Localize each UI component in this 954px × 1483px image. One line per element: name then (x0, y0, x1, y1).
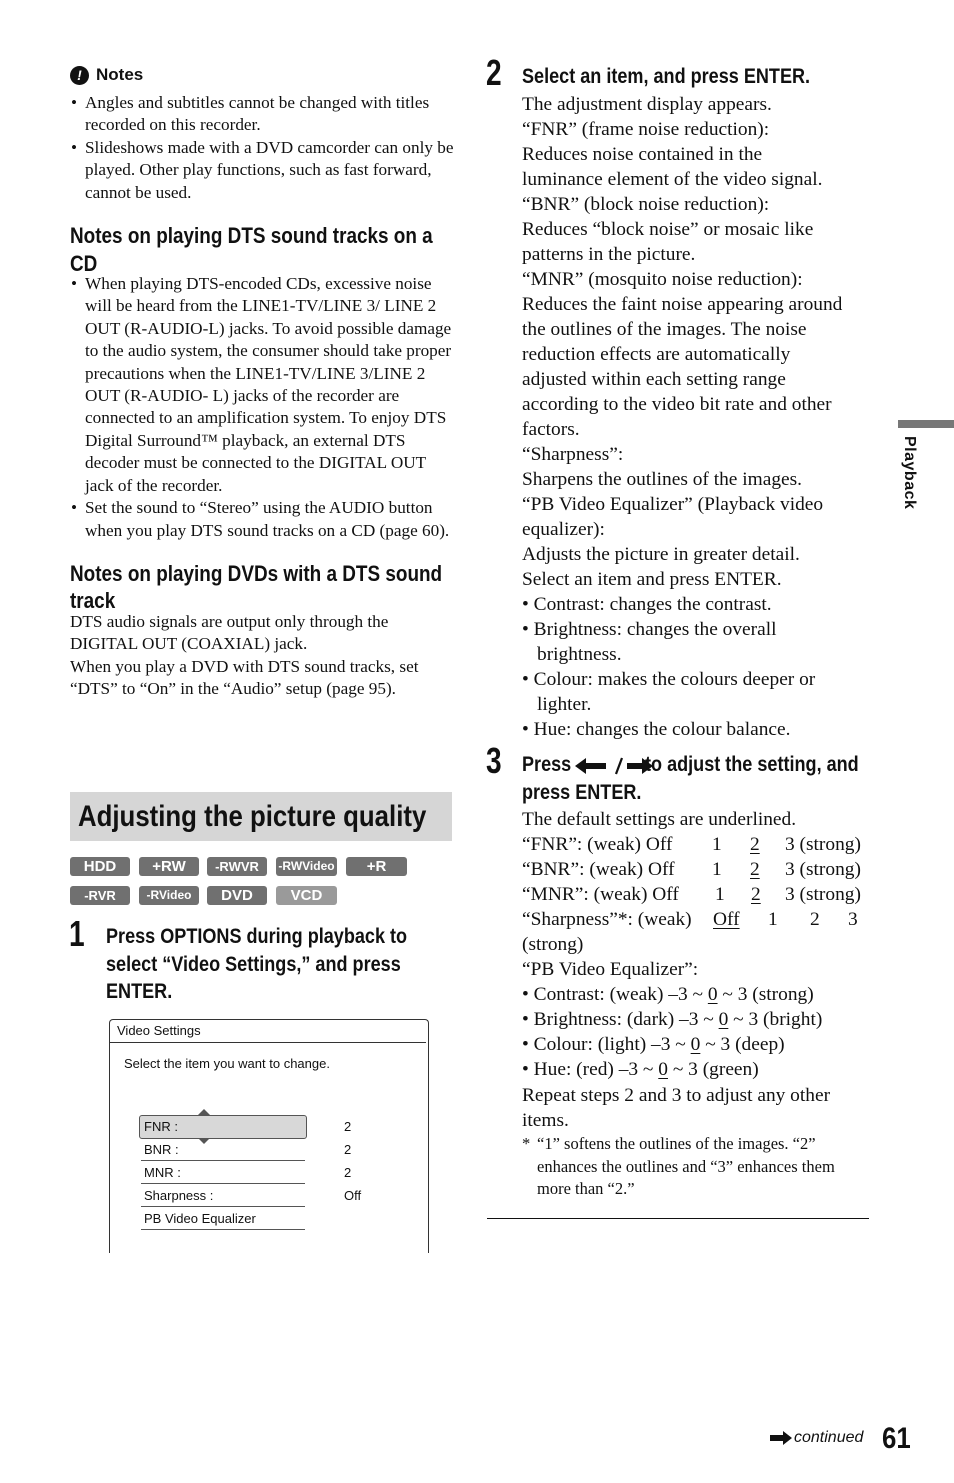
eq-brightness-post: ~ 3 (bright) (728, 1009, 823, 1030)
step-1-text-wrap (106, 923, 436, 1006)
osd-row-fnr-label[interactable]: FNR : (144, 1119, 178, 1134)
section-end-rule (487, 1218, 869, 1219)
step-3-title-post: to adjust the setting, and (645, 753, 859, 776)
bullet-glyph: • (522, 594, 534, 615)
fnr-value-1: 1 (712, 834, 722, 855)
step-3-defaults-note: The default settings are underlined. (522, 809, 797, 830)
mnr-value-3: 3 (strong) (785, 884, 861, 905)
step-2-line: Sharpens the outlines of the images. (522, 469, 803, 490)
step-2-title: Select an item, and press ENTER. (522, 65, 811, 88)
step-1-text: Press OPTIONS during playback to select “Video Settings,” and press ENTER. (106, 925, 408, 1003)
bnr-value-3: 3 (strong) (785, 859, 861, 880)
notes-icon: ! (70, 66, 89, 85)
step-3-title-pre: Press (522, 753, 572, 776)
notes-heading-text: Notes (96, 65, 144, 84)
step-2-line: luminance element of the video signal. (522, 169, 823, 190)
fnr-label: “FNR”: (weak) Off (522, 834, 673, 855)
left-right-arrow-icon (575, 757, 653, 775)
fnr-value-3: 3 (strong) (785, 834, 861, 855)
osd-row-sharpness-value: Off (344, 1188, 362, 1203)
bnr-value-1: 1 (712, 859, 722, 880)
eq-colour-line (522, 1032, 785, 1057)
step-3-title-line-2: press ENTER. (522, 781, 642, 804)
step-2-bullet-text: Colour: makes the colours deeper or (533, 669, 816, 690)
sharpness-value-1: 1 (768, 909, 778, 930)
step-2-line: Select an item and press ENTER. (522, 569, 782, 590)
list-item: • Angles and subtitles cannot be changed with titles recorded on this recorder. (70, 92, 454, 137)
dts-dvd-heading-wrap (70, 560, 454, 615)
eq-hue-line (522, 1057, 759, 1082)
eq-hue-post: ~ 3 (green) (667, 1059, 759, 1080)
sharpness-value-3: 3 (848, 909, 858, 930)
eq-hue-pre: • Hue: (red) –3 ~ (522, 1059, 659, 1080)
list-item: • Set the sound to “Stereo” using the AUDIO button when you play DTS sound tracks on a CD (page 60). (70, 497, 454, 542)
dts-cd-heading: Notes on playing DTS sound tracks on a CD (70, 223, 433, 276)
badge-dvd: DVD (207, 886, 267, 905)
osd-row-fnr-value: 2 (344, 1119, 352, 1134)
side-tab-label: Playback (901, 436, 918, 510)
dts-cd-heading-wrap (70, 222, 454, 277)
continued-label: continued (794, 1429, 864, 1446)
step-2-bullet (522, 717, 790, 742)
step-2-line: according to the video bit rate and other (522, 394, 832, 415)
eq-brightness-line (522, 1007, 822, 1032)
osd-row-divider (141, 1206, 305, 1207)
side-tab-bar (898, 420, 954, 428)
footnote-text: “1” softens the outlines of the images. “2” enhances the outlines and “3” enhances them more than “2.” (537, 1134, 835, 1198)
eq-brightness-pre: • Brightness: (dark) –3 ~ (522, 1009, 719, 1030)
step-2-line: The adjustment display appears. (522, 94, 772, 115)
badge-minus-r-video: -RVideo (139, 886, 199, 905)
badge-plus-rw: +RW (139, 857, 199, 876)
step-2-line: the outlines of the images. The noise (522, 319, 807, 340)
osd-row-mnr-value: 2 (344, 1165, 352, 1180)
step-2-number: 2 (486, 52, 502, 93)
osd-row-pb-video-equalizer-label[interactable]: PB Video Equalizer (144, 1211, 256, 1226)
notes-heading (70, 62, 454, 88)
bullet-glyph: • (522, 719, 534, 740)
step-2-line: patterns in the picture. (522, 244, 696, 265)
eq-contrast-line (522, 982, 814, 1007)
step-2-bullet-text: Brightness: changes the overall (533, 619, 777, 640)
osd-down-arrow-icon (198, 1138, 210, 1144)
osd-row-bnr-value: 2 (344, 1142, 352, 1157)
badge-plus-r: +R (346, 857, 407, 876)
osd-row-mnr-label[interactable]: MNR : (144, 1165, 181, 1180)
footnote-mark: * (522, 1134, 531, 1153)
badge-minus-rw-vr: -RWVR (207, 857, 267, 876)
osd-row-divider (141, 1183, 305, 1184)
step-2-bullet-continuation: lighter. (537, 694, 592, 715)
eq-contrast-default: 0 (707, 984, 718, 1005)
osd-row-sharpness-label[interactable]: Sharpness : (144, 1188, 214, 1203)
step-2-line: “FNR” (frame noise reduction): (522, 119, 770, 140)
osd-title: Video Settings (117, 1023, 201, 1038)
step-2-line: equalizer): (522, 519, 605, 540)
eq-hue-default: 0 (658, 1059, 668, 1080)
step-2-line: factors. (522, 419, 580, 440)
step-1-number: 1 (69, 913, 85, 954)
step-2-line: Reduces noise contained in the (522, 144, 763, 165)
step-3-title-line-1 (522, 751, 882, 778)
bnr-label: “BNR”: (weak) Off (522, 859, 675, 880)
step-2-line: reduction effects are automatically (522, 344, 791, 365)
step-2-line: “PB Video Equalizer” (Playback video (522, 494, 824, 515)
step-2-bullet-continuation: brightness. (537, 644, 622, 665)
step-2-line: “MNR” (mosquito noise reduction): (522, 269, 803, 290)
sharpness-strong-label: (strong) (522, 934, 584, 955)
bullet-glyph: • (522, 619, 534, 640)
osd-row-divider (141, 1229, 305, 1230)
notes-list (70, 92, 454, 204)
step-2-line: adjusted within each setting range (522, 369, 786, 390)
sharpness-value-2: 2 (810, 909, 820, 930)
step-2-line: Reduces the faint noise appearing around (522, 294, 843, 315)
step-2-line: Reduces “block noise” or mosaic like (522, 219, 814, 240)
step-2-line: Adjusts the picture in greater detail. (522, 544, 800, 565)
fnr-value-2-default: 2 (750, 834, 760, 855)
mnr-value-2-default: 2 (751, 884, 761, 905)
pb-video-equalizer-label: “PB Video Equalizer”: (522, 959, 699, 980)
badge-hdd: HDD (70, 857, 130, 876)
step-2-bullet (522, 592, 772, 617)
eq-brightness-default: 0 (718, 1009, 729, 1030)
continued-arrow-icon (770, 1431, 792, 1445)
dts-dvd-paragraph-1: DTS audio signals are output only through the DIGITAL OUT (COAXIAL) jack. (70, 611, 389, 654)
step-2-bullet-text: Contrast: changes the contrast. (533, 594, 772, 615)
dts-dvd-paragraph-2: When you play a DVD with DTS sound tracks, set “DTS” to “On” in the “Audio” setup (page 95). (70, 656, 419, 699)
osd-divider (110, 1042, 426, 1043)
osd-prompt: Select the item you want to change. (124, 1056, 330, 1071)
step-3-number: 3 (486, 740, 502, 781)
footnote (522, 1133, 872, 1201)
sharpness-value-off-default: Off (713, 909, 740, 930)
page-number: 61 (882, 1422, 911, 1455)
bullet-glyph: • (522, 669, 534, 690)
osd-row-bnr-label[interactable]: BNR : (144, 1142, 179, 1157)
sharpness-label: “Sharpness”*: (weak) (522, 909, 692, 930)
step-2-line: “Sharpness”: (522, 444, 624, 465)
eq-contrast-pre: • Contrast: (weak) –3 ~ (522, 984, 708, 1005)
mnr-value-1: 1 (715, 884, 725, 905)
eq-colour-default: 0 (690, 1034, 701, 1055)
badge-vcd: VCD (276, 886, 337, 905)
dts-dvd-heading: Notes on playing DVDs with a DTS sound track (70, 560, 443, 614)
eq-colour-post: ~ 3 (deep) (700, 1034, 785, 1055)
step-2-bullet (522, 617, 777, 642)
mnr-label: “MNR”: (weak) Off (522, 884, 679, 905)
osd-row-divider (141, 1160, 305, 1161)
list-item: • Slideshows made with a DVD camcorder can only be played. Other play functions, such as fast forward, cannot be used. (70, 137, 454, 204)
eq-contrast-post: ~ 3 (strong) (717, 984, 814, 1005)
step-2-line: “BNR” (block noise reduction): (522, 194, 770, 215)
step-2-bullet (522, 667, 815, 692)
dts-cd-list (70, 273, 454, 542)
section-title: Adjusting the picture quality (78, 800, 427, 833)
left-column (70, 62, 454, 701)
repeat-steps-note: Repeat steps 2 and 3 to adjust any other items. (522, 1085, 831, 1131)
osd-up-arrow-icon (198, 1109, 210, 1115)
eq-colour-pre: • Colour: (light) –3 ~ (522, 1034, 691, 1055)
badge-minus-r-vr: -RVR (70, 886, 130, 905)
step-2-bullet-text: Hue: changes the colour balance. (533, 719, 791, 740)
badge-minus-rw-video: -RWVideo (276, 857, 337, 876)
bnr-value-2-default: 2 (750, 859, 760, 880)
list-item: • When playing DTS-encoded CDs, excessive noise will be heard from the LINE1-TV/LINE 3/ LINE 2 OUT (R-AUDIO-L) jacks. To avoid possible damage to the audio system, the consumer should take proper precautions when the LINE1-TV/LINE 3/LINE 2 OUT (R-AUDIO- L) jacks of the recorder are connected to an amplification system. To enjoy DTS Digital Surround™ playback, an external DTS decoder must be connected to the DIGITAL OUT jack of the recorder. (70, 273, 454, 497)
